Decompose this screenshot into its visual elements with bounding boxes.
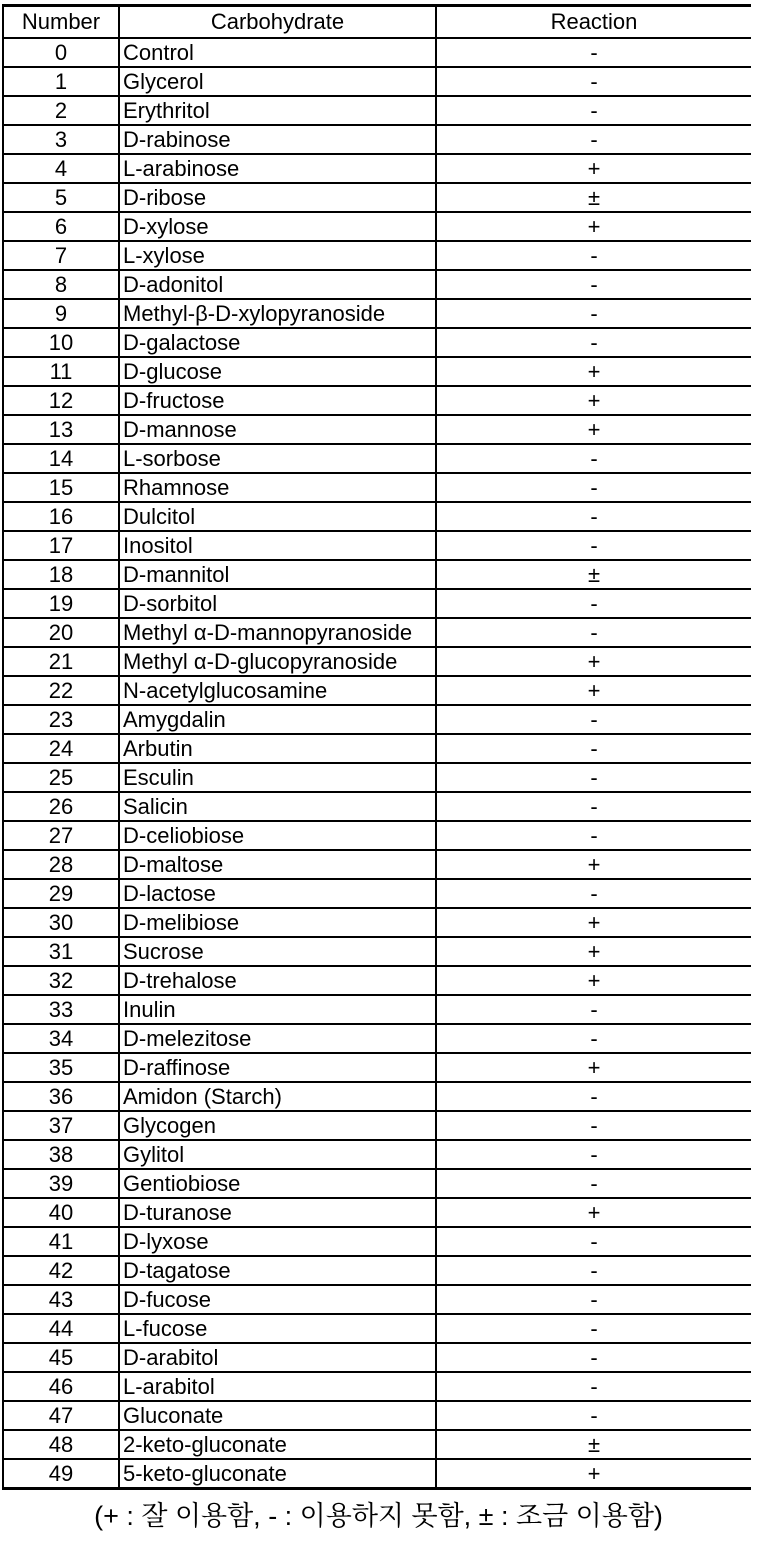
table-row — [3, 1140, 751, 1169]
cell-carbohydrate: 5-keto-gluconate — [119, 1459, 436, 1489]
table-row — [3, 183, 751, 212]
cell-number: 48 — [3, 1430, 119, 1459]
table-row — [3, 1053, 751, 1082]
cell-number: 43 — [3, 1285, 119, 1314]
cell-carbohydrate: D-adonitol — [119, 270, 436, 299]
table-row — [3, 125, 751, 154]
cell-carbohydrate: D-tagatose — [119, 1256, 436, 1285]
cell-number: 1 — [3, 67, 119, 96]
table-row — [3, 1459, 751, 1489]
cell-number: 2 — [3, 96, 119, 125]
cell-reaction: - — [436, 299, 751, 328]
cell-reaction: + — [436, 647, 751, 676]
cell-number: 8 — [3, 270, 119, 299]
cell-reaction: ± — [436, 560, 751, 589]
cell-reaction: + — [436, 908, 751, 937]
table-row — [3, 1314, 751, 1343]
cell-reaction: - — [436, 763, 751, 792]
cell-reaction: - — [436, 1314, 751, 1343]
cell-carbohydrate: D-mannose — [119, 415, 436, 444]
cell-carbohydrate: L-arabitol — [119, 1372, 436, 1401]
cell-carbohydrate: Salicin — [119, 792, 436, 821]
cell-carbohydrate: Amygdalin — [119, 705, 436, 734]
cell-carbohydrate: D-xylose — [119, 212, 436, 241]
cell-carbohydrate: D-glucose — [119, 357, 436, 386]
cell-reaction: - — [436, 1285, 751, 1314]
table-row — [3, 154, 751, 183]
table-row — [3, 270, 751, 299]
cell-number: 35 — [3, 1053, 119, 1082]
cell-reaction: - — [436, 589, 751, 618]
cell-carbohydrate: D-galactose — [119, 328, 436, 357]
cell-carbohydrate: Glycogen — [119, 1111, 436, 1140]
table-row — [3, 212, 751, 241]
cell-number: 7 — [3, 241, 119, 270]
cell-carbohydrate: D-turanose — [119, 1198, 436, 1227]
cell-carbohydrate: D-arabitol — [119, 1343, 436, 1372]
cell-number: 44 — [3, 1314, 119, 1343]
table-row — [3, 502, 751, 531]
table-row — [3, 1198, 751, 1227]
cell-number: 30 — [3, 908, 119, 937]
cell-carbohydrate: Arbutin — [119, 734, 436, 763]
cell-carbohydrate: D-fucose — [119, 1285, 436, 1314]
cell-reaction: - — [436, 1111, 751, 1140]
table-row — [3, 444, 751, 473]
cell-number: 20 — [3, 618, 119, 647]
cell-reaction: + — [436, 1053, 751, 1082]
table-row — [3, 473, 751, 502]
cell-number: 10 — [3, 328, 119, 357]
table-row — [3, 96, 751, 125]
cell-number: 42 — [3, 1256, 119, 1285]
cell-reaction: - — [436, 1082, 751, 1111]
table-row — [3, 618, 751, 647]
cell-number: 27 — [3, 821, 119, 850]
cell-reaction: - — [436, 328, 751, 357]
cell-number: 29 — [3, 879, 119, 908]
cell-carbohydrate: Inulin — [119, 995, 436, 1024]
cell-number: 45 — [3, 1343, 119, 1372]
cell-reaction: - — [436, 38, 751, 67]
cell-carbohydrate: D-melezitose — [119, 1024, 436, 1053]
cell-number: 37 — [3, 1111, 119, 1140]
cell-carbohydrate: L-fucose — [119, 1314, 436, 1343]
table-row — [3, 821, 751, 850]
cell-carbohydrate: L-arabinose — [119, 154, 436, 183]
cell-reaction: - — [436, 1227, 751, 1256]
cell-carbohydrate: L-xylose — [119, 241, 436, 270]
cell-number: 17 — [3, 531, 119, 560]
cell-reaction: ± — [436, 183, 751, 212]
cell-number: 25 — [3, 763, 119, 792]
table-row — [3, 1082, 751, 1111]
column-header-reaction: Reaction — [436, 6, 751, 39]
cell-carbohydrate: Methyl α-D-glucopyranoside — [119, 647, 436, 676]
cell-number: 9 — [3, 299, 119, 328]
cell-carbohydrate: Gentiobiose — [119, 1169, 436, 1198]
cell-carbohydrate: Erythritol — [119, 96, 436, 125]
cell-reaction: + — [436, 1459, 751, 1489]
cell-number: 33 — [3, 995, 119, 1024]
cell-carbohydrate: Sucrose — [119, 937, 436, 966]
table-row — [3, 995, 751, 1024]
cell-number: 34 — [3, 1024, 119, 1053]
table-row — [3, 1111, 751, 1140]
cell-reaction: - — [436, 1024, 751, 1053]
cell-carbohydrate: N-acetylglucosamine — [119, 676, 436, 705]
cell-reaction: - — [436, 792, 751, 821]
cell-reaction: - — [436, 67, 751, 96]
cell-reaction: - — [436, 1401, 751, 1430]
cell-number: 32 — [3, 966, 119, 995]
cell-reaction: + — [436, 154, 751, 183]
table-row — [3, 386, 751, 415]
cell-number: 3 — [3, 125, 119, 154]
table-row — [3, 676, 751, 705]
cell-carbohydrate: D-lactose — [119, 879, 436, 908]
cell-number: 18 — [3, 560, 119, 589]
table-row — [3, 1401, 751, 1430]
cell-number: 49 — [3, 1459, 119, 1489]
cell-carbohydrate: Amidon (Starch) — [119, 1082, 436, 1111]
cell-reaction: + — [436, 966, 751, 995]
cell-reaction: - — [436, 444, 751, 473]
table-row — [3, 1256, 751, 1285]
table-row — [3, 415, 751, 444]
table-row — [3, 328, 751, 357]
cell-number: 15 — [3, 473, 119, 502]
cell-carbohydrate: Glycerol — [119, 67, 436, 96]
table-row — [3, 589, 751, 618]
cell-carbohydrate: D-fructose — [119, 386, 436, 415]
legend-note: (+ : 잘 이용함, - : 이용하지 못함, ± : 조금 이용함) — [94, 1501, 663, 1531]
cell-number: 26 — [3, 792, 119, 821]
cell-carbohydrate: D-ribose — [119, 183, 436, 212]
table-row — [3, 531, 751, 560]
table-row — [3, 1169, 751, 1198]
cell-carbohydrate: Methyl α-D-mannopyranoside — [119, 618, 436, 647]
table-row — [3, 908, 751, 937]
cell-number: 40 — [3, 1198, 119, 1227]
table-row — [3, 792, 751, 821]
table-row — [3, 241, 751, 270]
cell-reaction: - — [436, 502, 751, 531]
cell-number: 39 — [3, 1169, 119, 1198]
cell-number: 23 — [3, 705, 119, 734]
table-row — [3, 1372, 751, 1401]
cell-number: 6 — [3, 212, 119, 241]
table-row — [3, 1024, 751, 1053]
cell-reaction: + — [436, 850, 751, 879]
table-body — [3, 38, 751, 1489]
cell-number: 24 — [3, 734, 119, 763]
cell-carbohydrate: Dulcitol — [119, 502, 436, 531]
cell-number: 13 — [3, 415, 119, 444]
cell-reaction: - — [436, 473, 751, 502]
cell-carbohydrate: D-rabinose — [119, 125, 436, 154]
table-row — [3, 705, 751, 734]
cell-number: 19 — [3, 589, 119, 618]
table-row — [3, 38, 751, 67]
table-row — [3, 1343, 751, 1372]
cell-reaction: + — [436, 357, 751, 386]
cell-number: 0 — [3, 38, 119, 67]
cell-carbohydrate: Methyl-β-D-xylopyranoside — [119, 299, 436, 328]
table-row — [3, 879, 751, 908]
cell-reaction: - — [436, 995, 751, 1024]
cell-reaction: + — [436, 676, 751, 705]
cell-number: 31 — [3, 937, 119, 966]
carbohydrate-reaction-table — [2, 4, 751, 1490]
cell-reaction: - — [436, 531, 751, 560]
cell-number: 14 — [3, 444, 119, 473]
cell-reaction: + — [436, 1198, 751, 1227]
table-row — [3, 357, 751, 386]
table-row — [3, 647, 751, 676]
cell-number: 41 — [3, 1227, 119, 1256]
cell-reaction: - — [436, 705, 751, 734]
table-row — [3, 1430, 751, 1459]
cell-reaction: - — [436, 1140, 751, 1169]
table-row — [3, 734, 751, 763]
cell-number: 28 — [3, 850, 119, 879]
cell-carbohydrate: Rhamnose — [119, 473, 436, 502]
cell-carbohydrate: 2-keto-gluconate — [119, 1430, 436, 1459]
cell-reaction: ± — [436, 1430, 751, 1459]
cell-reaction: - — [436, 734, 751, 763]
cell-number: 16 — [3, 502, 119, 531]
cell-carbohydrate: D-lyxose — [119, 1227, 436, 1256]
table-row — [3, 1285, 751, 1314]
cell-reaction: - — [436, 1256, 751, 1285]
cell-number: 47 — [3, 1401, 119, 1430]
cell-reaction: - — [436, 125, 751, 154]
table-row — [3, 299, 751, 328]
cell-reaction: - — [436, 241, 751, 270]
cell-reaction: - — [436, 879, 751, 908]
cell-reaction: - — [436, 821, 751, 850]
header-row — [3, 6, 751, 39]
cell-carbohydrate: D-maltose — [119, 850, 436, 879]
cell-reaction: + — [436, 212, 751, 241]
cell-reaction: + — [436, 386, 751, 415]
cell-reaction: - — [436, 618, 751, 647]
cell-carbohydrate: Esculin — [119, 763, 436, 792]
cell-carbohydrate: Inositol — [119, 531, 436, 560]
table-row — [3, 1227, 751, 1256]
cell-number: 12 — [3, 386, 119, 415]
column-header-number: Number — [3, 6, 119, 39]
cell-reaction: - — [436, 96, 751, 125]
cell-carbohydrate: Control — [119, 38, 436, 67]
column-header-carbohydrate: Carbohydrate — [119, 6, 436, 39]
table-row — [3, 966, 751, 995]
cell-number: 22 — [3, 676, 119, 705]
cell-carbohydrate: D-sorbitol — [119, 589, 436, 618]
table-row — [3, 850, 751, 879]
cell-reaction: - — [436, 1169, 751, 1198]
cell-number: 46 — [3, 1372, 119, 1401]
cell-number: 11 — [3, 357, 119, 386]
cell-reaction: - — [436, 1372, 751, 1401]
cell-carbohydrate: D-raffinose — [119, 1053, 436, 1082]
cell-carbohydrate: Gylitol — [119, 1140, 436, 1169]
cell-carbohydrate: L-sorbose — [119, 444, 436, 473]
cell-number: 38 — [3, 1140, 119, 1169]
cell-reaction: + — [436, 415, 751, 444]
cell-carbohydrate: D-celiobiose — [119, 821, 436, 850]
cell-reaction: - — [436, 1343, 751, 1372]
cell-number: 21 — [3, 647, 119, 676]
cell-carbohydrate: D-trehalose — [119, 966, 436, 995]
cell-number: 5 — [3, 183, 119, 212]
cell-reaction: - — [436, 270, 751, 299]
cell-number: 36 — [3, 1082, 119, 1111]
cell-reaction: + — [436, 937, 751, 966]
cell-carbohydrate: D-melibiose — [119, 908, 436, 937]
cell-number: 4 — [3, 154, 119, 183]
table-row — [3, 560, 751, 589]
cell-carbohydrate: Gluconate — [119, 1401, 436, 1430]
table-row — [3, 937, 751, 966]
table-row — [3, 67, 751, 96]
cell-carbohydrate: D-mannitol — [119, 560, 436, 589]
table-row — [3, 763, 751, 792]
